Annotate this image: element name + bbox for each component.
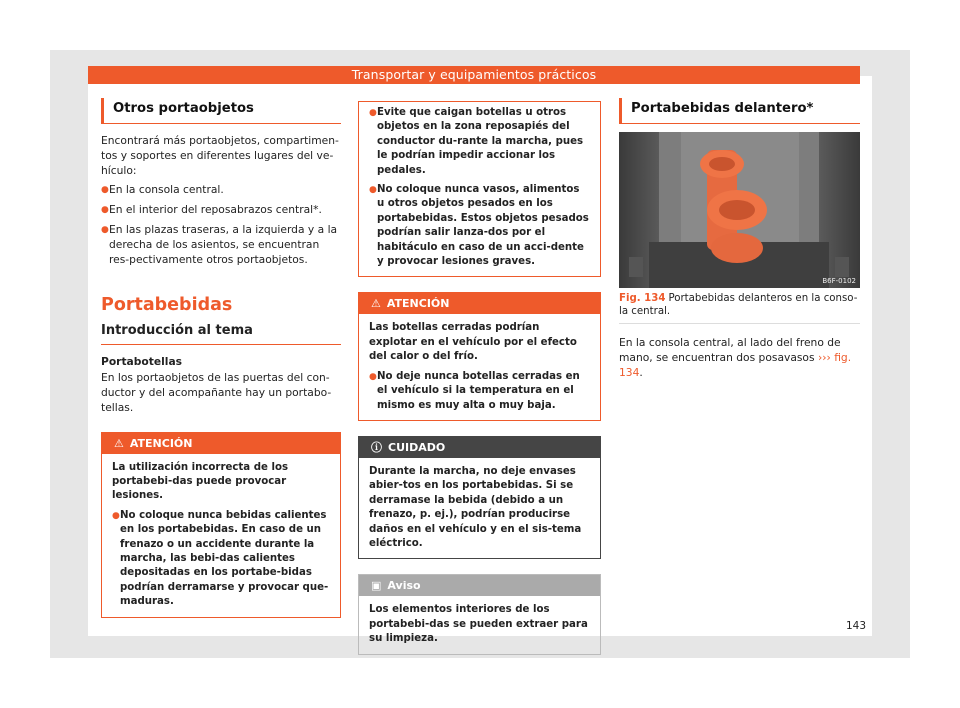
bullet-icon: ● <box>369 371 377 382</box>
figure-caption: Fig. 134 Portabebidas delanteros en la conso-la central. <box>619 293 858 317</box>
warning-box <box>101 432 341 618</box>
list-item: ● Evite que caigan botellas u otros objetos en la zona reposapiés del conductor du-rante la marcha, pues le podrían impedir accionar los pedales. <box>369 106 590 178</box>
bullet-icon: ● <box>101 185 109 196</box>
warning-header: ⚠ ATENCIÓN <box>359 293 600 314</box>
note-box <box>358 574 601 654</box>
warning-triangle-icon: ⚠ <box>371 297 381 311</box>
list-item: ● No coloque nunca vasos, alimentos u otros objetos pesados en los portabebidas. Estos objetos pesados podrían salir lanza-dos por el habitáculo en caso de un acci-dente y provocar lesiones graves. <box>369 183 590 269</box>
warning-body: La utilización incorrecta de los portabebi-das puede provocar lesiones. ● No coloque nunca bebidas calientes en los portabebidas. En caso de un frenazo o un accidente durante la marcha, las bebi-das calientes depositadas en los portabe-bidas podrían derramarse y provocar que-maduras. <box>102 454 340 617</box>
cupholder-photo <box>619 132 860 288</box>
warning-box <box>358 292 601 420</box>
chapter-header: Transportar y equipamientos prácticos <box>88 66 860 84</box>
figure-link[interactable]: ››› fig. 134 <box>619 350 852 379</box>
bullet-icon: ● <box>101 224 109 235</box>
column-1 <box>101 98 341 618</box>
column-2 <box>358 101 601 655</box>
bullet-icon: ● <box>112 510 120 521</box>
list-item: ● No coloque nunca bebidas calientes en los portabebidas. En caso de un frenazo o un accidente durante la marcha, las bebi-das calientes depositadas en los portabe-bidas podrían derramarse y provocar que-maduras. <box>112 509 330 610</box>
caption-divider <box>619 323 860 324</box>
list-item: ● En las plazas traseras, a la izquierda y a la derecha de los asientos, se encuentran res-pectivamente otros portaobjetos. <box>101 222 338 266</box>
sub-label: Portabotellas <box>101 355 183 369</box>
info-circle-icon: ⓘ <box>371 440 382 454</box>
list-item: ● En la consola central. <box>101 183 224 197</box>
bullet-icon: ● <box>369 185 377 196</box>
warning-continuation-body <box>359 102 600 276</box>
image-code: B6F-0102 <box>822 277 856 285</box>
heading-other-holders: Otros portaobjetos <box>101 98 341 124</box>
cupholder-illustration <box>619 132 860 288</box>
subsection-title: Introducción al tema <box>101 323 341 345</box>
page-number: 143 <box>846 620 867 632</box>
warning-body: Las botellas cerradas podrían explotar en el vehículo por el efecto del calor o del frío. ● No deje nunca botellas cerradas en el vehículo si la temperatura en el mismo es muy alta o muy baja. <box>359 314 600 419</box>
column-3 <box>619 98 860 380</box>
bullet-icon: ● <box>101 205 109 216</box>
caution-header: ⓘ CUIDADO <box>359 437 600 458</box>
section-title: Portabebidas <box>101 295 233 316</box>
note-body: Los elementos interiores de los portabebi-das se pueden extraer para su limpieza. <box>369 604 588 645</box>
intro-text: Encontrará más portaobjetos, compartimen-tos y soportes en diferentes lugares del ve-hículo: <box>101 134 339 177</box>
warning-header: ⚠ ATENCIÓN <box>102 433 340 454</box>
warning-triangle-icon: ⚠ <box>114 436 124 450</box>
note-header: ▣ Aviso <box>359 575 600 596</box>
list-item: ● No deje nunca botellas cerradas en el vehículo si la temperatura en el mismo es muy alta o muy baja. <box>369 370 590 413</box>
note-icon: ▣ <box>371 579 382 593</box>
caution-box <box>358 436 601 559</box>
list-item: ● En el interior del reposabrazos central*. <box>101 203 322 217</box>
warning-continuation-box <box>358 101 601 277</box>
sub-text: En los portaobjetos de las puertas del con-ductor y del acompañante hay un portabo-tellas. <box>101 371 332 414</box>
caution-body: Durante la marcha, no deje envases abier-tos en los portabebidas. Si se derramase la bebida (debido a un frenazo, p. ej.), podrían producirse daños en el vehículo y en el sis-tema eléctrico. <box>369 465 582 549</box>
bullet-icon: ● <box>369 108 377 118</box>
cupholder-text: En la consola central, al lado del freno de mano, se encuentran dos posavasos ››› fig. 134. <box>619 336 852 379</box>
heading-front-cupholder: Portabebidas delantero* <box>619 98 860 124</box>
